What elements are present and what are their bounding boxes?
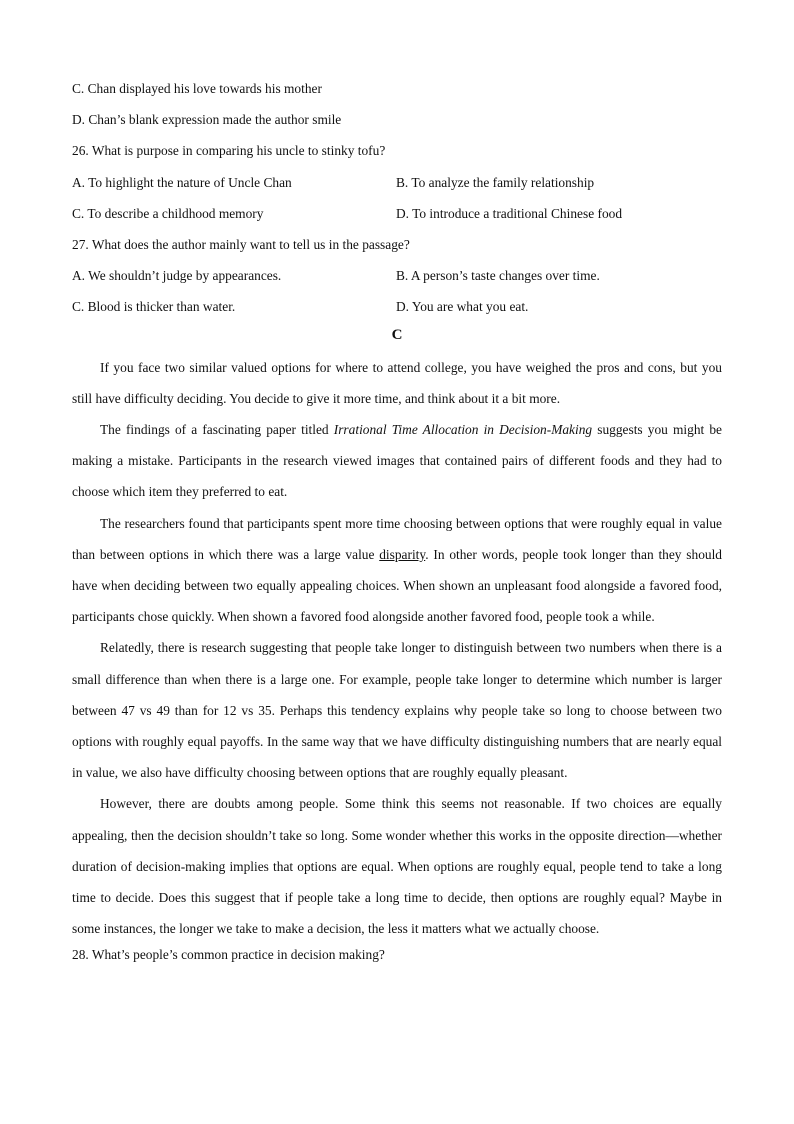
paragraph-3-text-b: . In other words, people took longer than they should have when deciding between two equally appealing choices. When shown an unpleasant food alongside a favored food, participants chose quickly. When shown a favored food alongside another favored food, people took a while. xyxy=(72,546,722,625)
q27-option-d: D. You are what you eat. xyxy=(396,299,529,315)
question-27-options-row-1 xyxy=(72,265,722,296)
q26-option-c: C. To describe a childhood memory xyxy=(72,205,264,221)
paragraph-2-text-b: suggests you might be making a mistake. Participants in the research viewed images that contained pairs of different foods and they had to choose which item they preferred to eat. xyxy=(72,421,723,500)
paragraph-3 xyxy=(72,508,722,633)
option-d-prev: D. Chan’s blank expression made the author smile xyxy=(72,112,342,128)
paragraph-1: If you face two similar valued options for where to attend college, you have weighed the pros and cons, but you still have difficulty deciding. You decide to give it more time, and think about it a bit more. xyxy=(72,359,722,406)
section-heading: C xyxy=(391,326,403,343)
question-26-options-row-2 xyxy=(72,203,722,234)
question-26-options-row-1 xyxy=(72,172,722,203)
q27-option-a: A. We shouldn’t judge by appearances. xyxy=(72,268,282,284)
q26-option-b: B. To analyze the family relationship xyxy=(396,174,595,190)
option-c-prev: C. Chan displayed his love towards his mother xyxy=(72,81,322,96)
q26-option-a: A. To highlight the nature of Uncle Chan xyxy=(72,174,292,190)
paragraph-4: Relatedly, there is research suggesting that people take longer to distinguish between two numbers when there is a small difference than when there is a large one. For example, people take longer to determine which number is larger between 47 vs 49 than for 12 vs 35. Perhaps this tendency explains why people take so long to choose between two options with roughly equal payoffs. In the same way that we have difficulty distinguishing numbers that are nearly equal in value, we also have difficulty choosing between options that are roughly equally pleasant. xyxy=(72,640,722,781)
paragraph-2-text-a: The findings of a fascinating paper titled xyxy=(100,421,334,437)
question-27-options-row-2 xyxy=(72,296,722,327)
question-27: 27. What does the author mainly want to tell us in the passage? xyxy=(72,236,410,252)
paragraph-3-text-a: The researchers found that participants spent more time choosing between options that were roughly equal in value than between options in which there was a large value xyxy=(72,515,722,562)
paper-title: Irrational Time Allocation in Decision-Making xyxy=(333,421,593,437)
underlined-word: disparity xyxy=(379,546,426,562)
paragraph-5: However, there are doubts among people. Some think this seems not reasonable. If two choices are equally appealing, then the decision shouldn’t take so long. Some wonder whether this works in the opposite direction—whether duration of decision-making implies that options are equal. When options are roughly equal, people tend to take a long time to decide. Does this suggest that if people take a long time to decide, then options are roughly equal? Maybe in some instances, the longer we take to make a decision, the less it matters what we actually choose. xyxy=(72,796,722,937)
question-28: 28. What’s people’s common practice in decision making? xyxy=(72,947,385,963)
q26-option-d: D. To introduce a traditional Chinese food xyxy=(396,205,623,221)
question-26: 26. What is purpose in comparing his uncle to stinky tofu? xyxy=(72,143,386,159)
paragraph-2 xyxy=(72,414,722,508)
document-page xyxy=(72,78,722,976)
q27-option-c: C. Blood is thicker than water. xyxy=(72,299,236,315)
q27-option-b: B. A person’s taste changes over time. xyxy=(396,268,600,284)
